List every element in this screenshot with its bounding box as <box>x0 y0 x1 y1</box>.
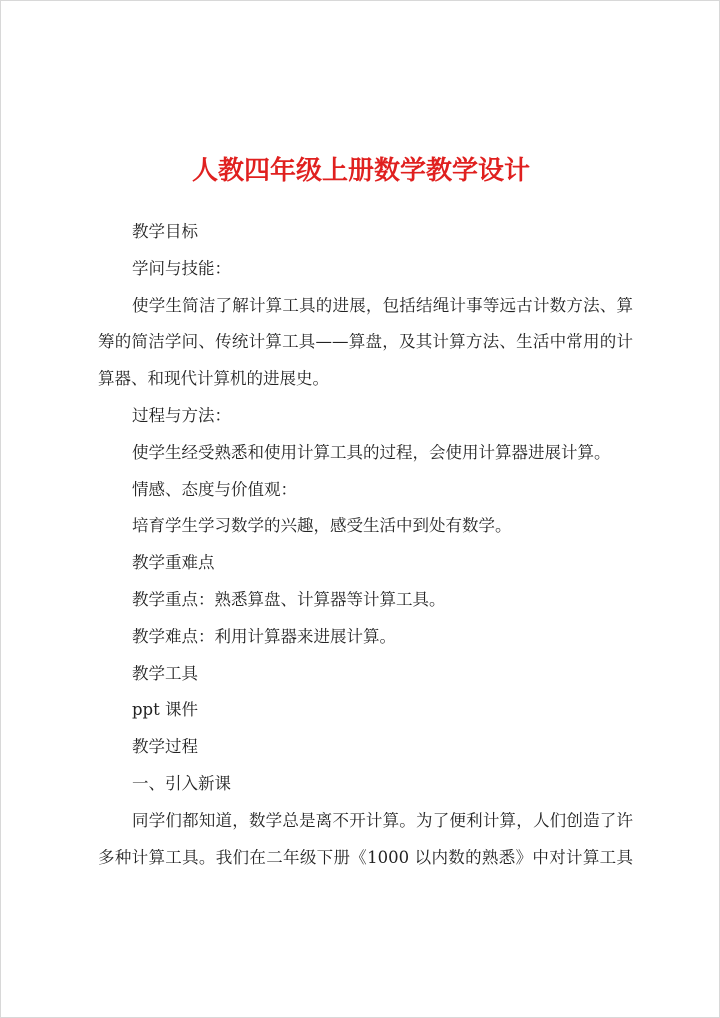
paragraph-line: 算器、和现代计算机的进展史。 <box>98 369 329 389</box>
paragraph-line: ppt 课件 <box>132 700 198 720</box>
paragraph-line: 使学生简洁了解计算工具的进展，包括结绳计事等远古计数方法、算 <box>132 295 633 315</box>
subheading-emotion-values: 情感、态度与价值观： <box>132 479 297 499</box>
subheading-process-methods: 过程与方法： <box>132 405 231 425</box>
document-title: 人教四年级上册数学教学设计 <box>191 156 530 186</box>
paragraph-line: 筹的简洁学问、传统计算工具——算盘，及其计算方法、生活中常用的计 <box>98 332 633 352</box>
subheading-knowledge-skills: 学问与技能： <box>132 258 231 278</box>
paragraph-line: 教学重点：熟悉算盘、计算器等计算工具。 <box>132 589 446 609</box>
paragraph-line: 使学生经受熟悉和使用计算工具的过程，会使用计算器进展计算。 <box>132 442 611 462</box>
section-heading-objectives: 教学目标 <box>132 222 198 241</box>
section-heading-tools: 教学工具 <box>132 663 198 683</box>
paragraph-line: 教学难点：利用计算器来进展计算。 <box>132 626 396 646</box>
paragraph-line: 培育学生学习数学的兴趣，感受生活中到处有数学。 <box>132 516 512 536</box>
subheading-introduction: 一、引入新课 <box>132 773 231 793</box>
document-body <box>98 214 633 876</box>
paragraph-line: 同学们都知道，数学总是离不开计算。为了便利计算，人们创造了许 <box>132 810 633 830</box>
section-heading-key-points: 教学重难点 <box>132 553 215 573</box>
section-heading-process: 教学过程 <box>132 737 198 757</box>
paragraph-line: 多种计算工具。我们在二年级下册《1000 以内数的熟悉》中对计算工具 <box>98 847 633 867</box>
